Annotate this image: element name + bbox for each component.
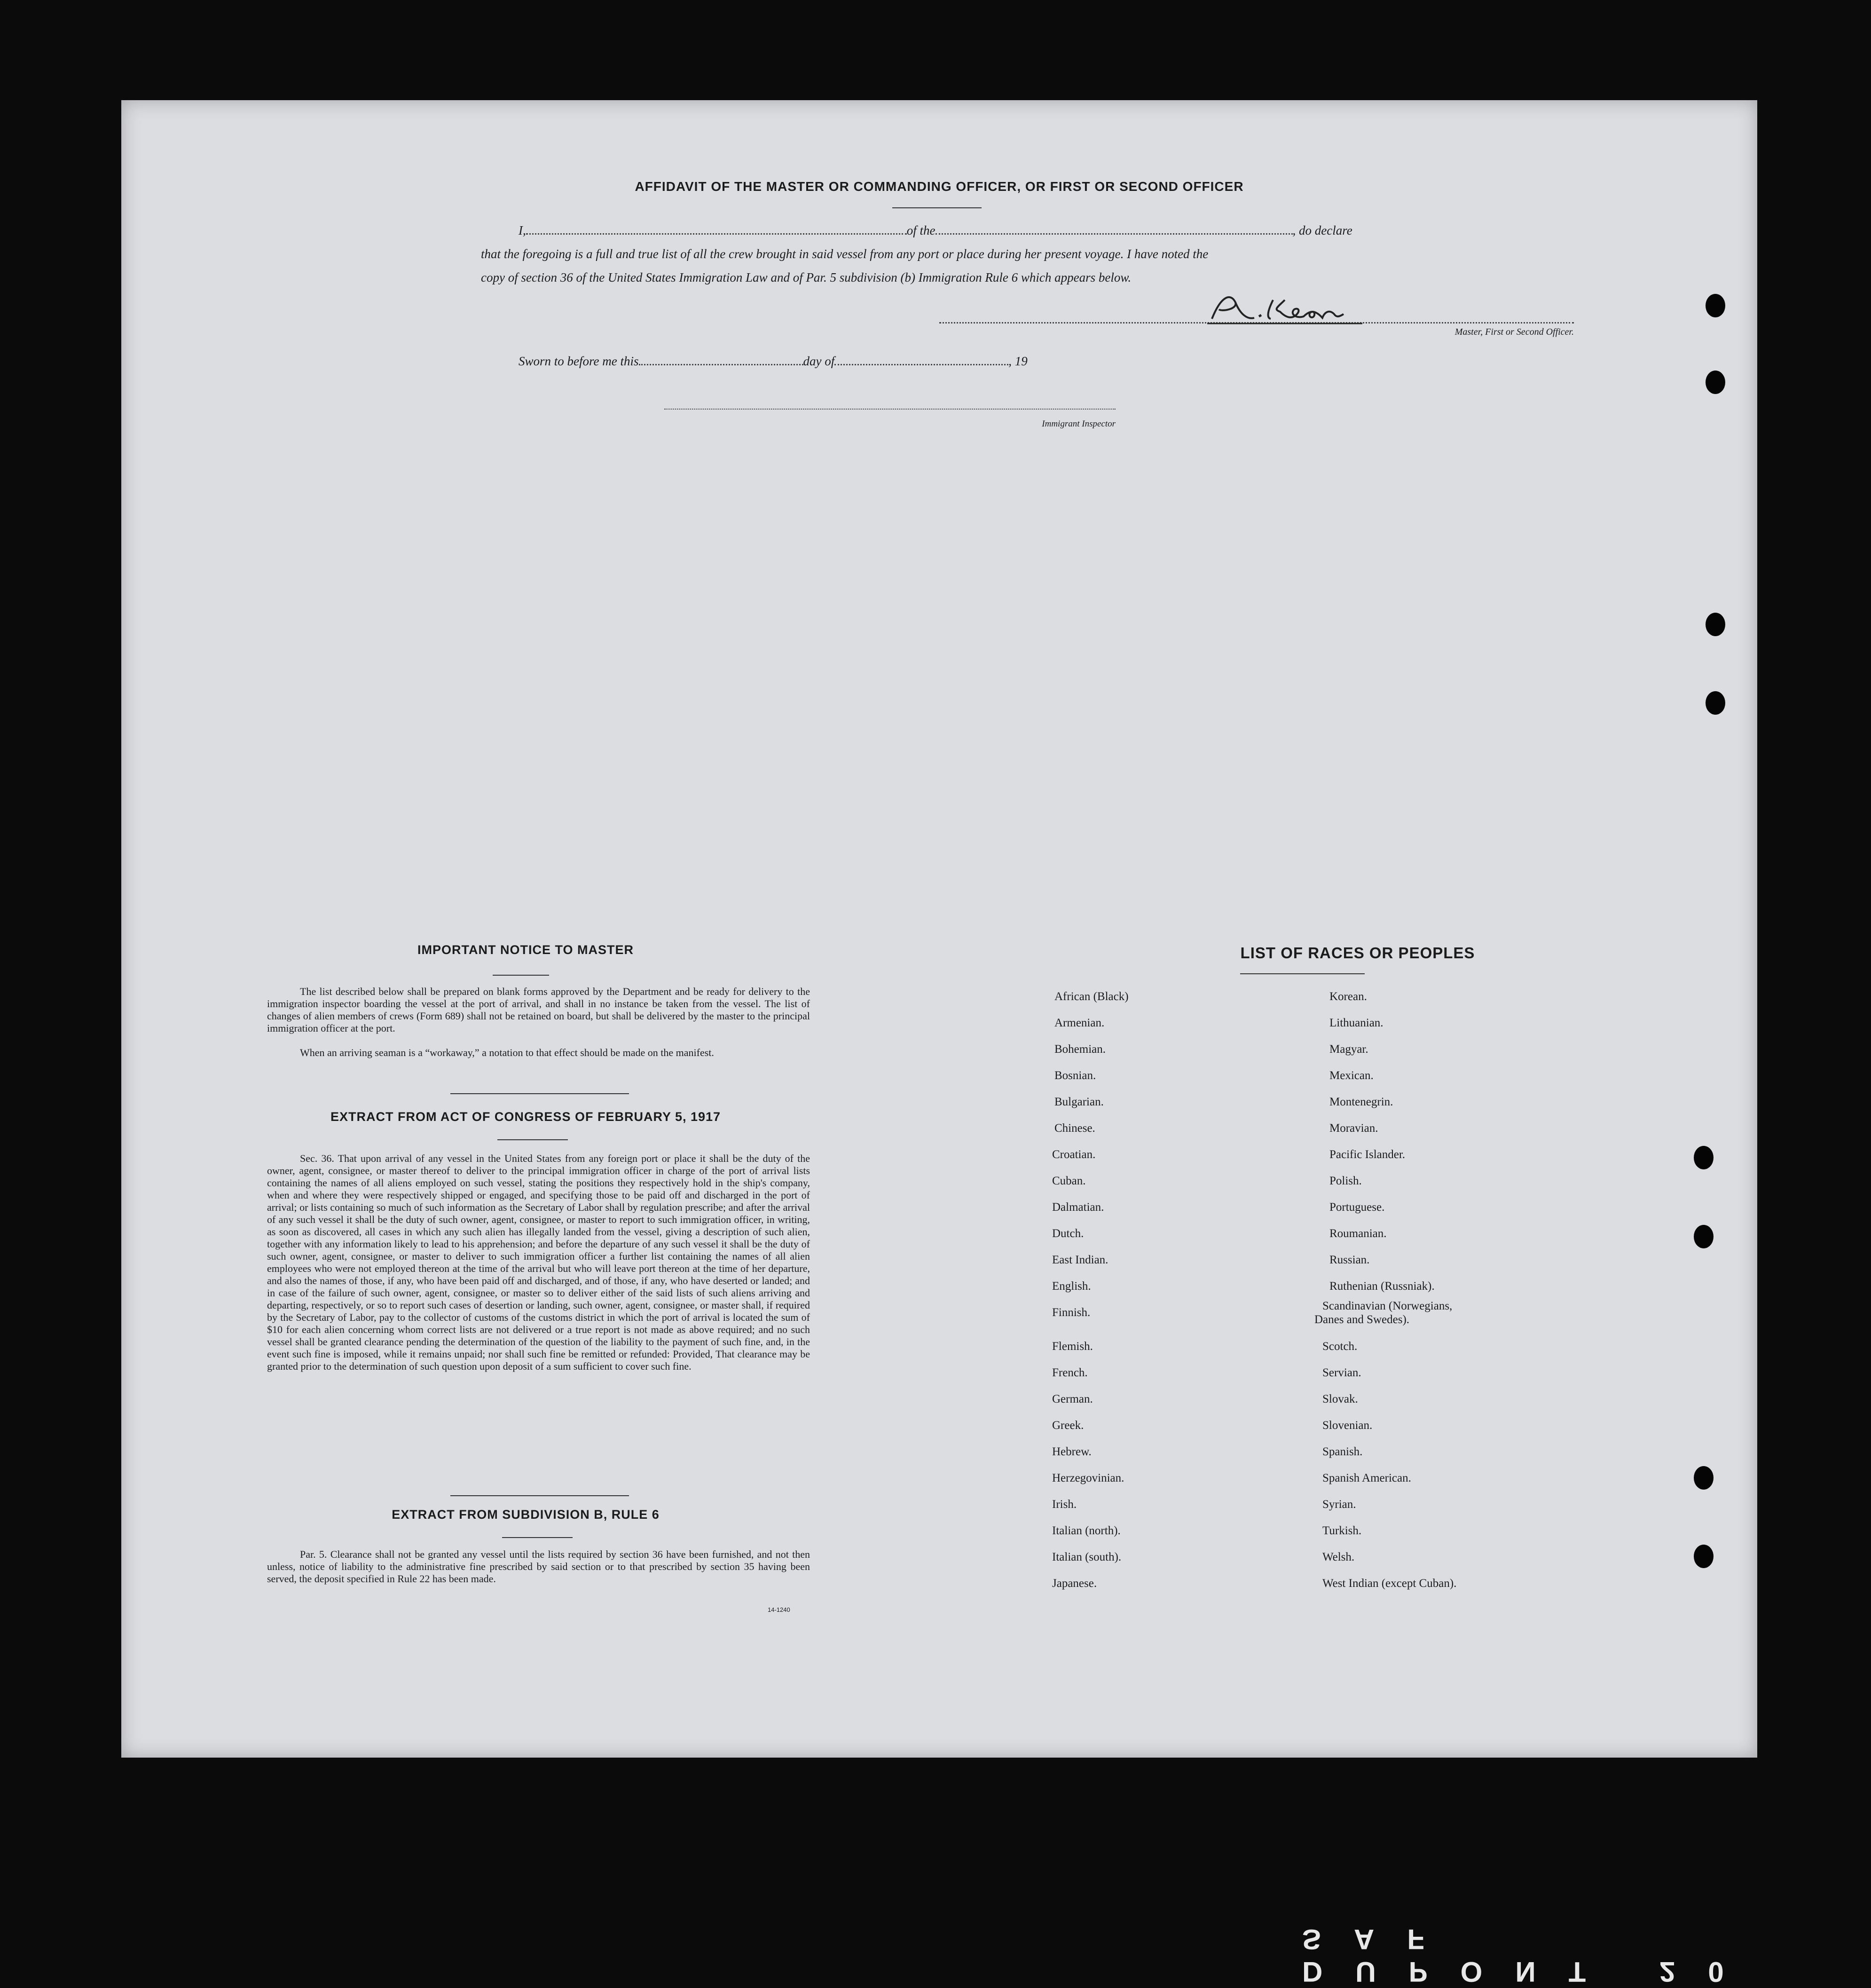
declaration-line-1 — [519, 223, 1572, 238]
declare-label: , do declare — [1292, 223, 1352, 237]
race-item: Scandinavian (Norwegians, — [1322, 1300, 1453, 1312]
document-sheet — [121, 100, 1757, 1758]
race-item: Spanish. — [1322, 1445, 1363, 1458]
race-item: French. — [1052, 1366, 1088, 1379]
binder-hole — [1706, 691, 1725, 715]
race-item: Moravian. — [1329, 1122, 1378, 1135]
race-item: Mexican. — [1329, 1069, 1374, 1082]
of-the-label: of the — [906, 223, 936, 237]
race-item: English. — [1052, 1280, 1091, 1293]
race-item: Bosnian. — [1054, 1069, 1096, 1082]
act-text: Sec. 36. That upon arrival of any vessel in the United States from any foreign port or place it shall be the duty of the owner, agent, consignee, or master thereof to deliver to the principal immigration officer in charge of the port of arrival lists containing the names of all aliens employed on such vessel, stating the positions they respectively hold in the ship's company, when and where they were respectively shipped or engaged, and specifying those to be paid off and discharged in the port of arrival; or lists containing so much of such information as the Secretary of Labor shall by regulation prescribe; and after the arrival of any such vessel it shall be the duty of such owner, agent, consignee, or master to report to such immigration officer, in writing, as soon as discovered, all cases in which any such alien has illegally landed from the vessel, giving a description of such alien, together with any information likely to lead to his apprehension; and before the departure of any such vessel it shall be the duty of such owner, agent, consignee, or master to deliver to such immigration officer a further list containing the names of all alien employees who were not employed thereon at the time of the arrival but who will leave port thereon at the time of her departure, and also the names of those, if any, who have been paid off and discharged, and of those, if any, who have deserted or landed; and in case of the failure of such owner, agent, consignee, or master so to deliver either of the said lists of such aliens arriving and departing, respectively, or so to report such cases of desertion or landing, such owner, agent, consignee, or master shall, if required by the Secretary of Labor, pay to the collector of customs of the customs district in which the port of arrival is located the sum of $10 for each alien concerning whom correct lists are not delivered or a true report is not made as above required; and no such vessel shall be granted clearance pending the determination of the question of the liability to the payment of such fine, and, in the event such fine is imposed, while it remains unpaid; nor shall such fine be remitted or refunded: Provided, That clearance may be granted prior to the determination of such question upon deposit of a sum sufficient to cover such fine. — [267, 1152, 810, 1372]
race-item: Russian. — [1329, 1254, 1370, 1266]
race-item: Dutch. — [1052, 1227, 1084, 1240]
race-item: Japanese. — [1052, 1577, 1097, 1590]
race-item: Armenian. — [1054, 1017, 1105, 1029]
race-item: Syrian. — [1322, 1498, 1356, 1511]
race-item: Bulgarian. — [1054, 1096, 1104, 1108]
title-rule — [892, 207, 982, 208]
sworn-day-field[interactable] — [639, 364, 803, 365]
binder-hole — [1706, 294, 1725, 317]
notice-para-2: When an arriving seaman is a “workaway,” a notation to that effect should be made on the manifest. — [300, 1047, 714, 1058]
race-item: African (Black) — [1054, 990, 1129, 1003]
film-edge-text: DUPONT 20 SAF — [1302, 1924, 1757, 1988]
race-item: Servian. — [1322, 1366, 1361, 1379]
rule-rule — [502, 1537, 573, 1538]
races-rule — [1240, 973, 1365, 974]
binder-hole — [1694, 1146, 1714, 1169]
sworn-month-field[interactable] — [834, 364, 1008, 365]
race-item: Turkish. — [1322, 1524, 1362, 1537]
race-item: Chinese. — [1054, 1122, 1095, 1135]
i-label: I, — [519, 223, 526, 237]
race-item: Pacific Islander. — [1329, 1148, 1406, 1161]
race-item: Dalmatian. — [1052, 1201, 1104, 1214]
binder-hole — [1694, 1225, 1714, 1248]
inspector-line[interactable] — [664, 409, 1116, 410]
act-title: EXTRACT FROM ACT OF CONGRESS OF FEBRUARY 5, 1917 — [330, 1110, 721, 1124]
race-item: Italian (south). — [1052, 1551, 1122, 1563]
race-item: Montenegrin. — [1329, 1096, 1393, 1108]
act-rule — [497, 1139, 568, 1140]
race-item: Lithuanian. — [1329, 1017, 1384, 1029]
affidavit-title: AFFIDAVIT OF THE MASTER OR COMMANDING OFFICER, OR FIRST OR SECOND OFFICER — [635, 179, 1244, 194]
race-item: Ruthenian (Russniak). — [1329, 1280, 1435, 1293]
declaration-line-2: that the foregoing is a full and true list of all the crew brought in said vessel from any port or place during her present voyage. I have noted the — [481, 247, 1209, 261]
race-item: Croatian. — [1052, 1148, 1096, 1161]
race-item: Herzegovinian. — [1052, 1472, 1124, 1484]
rule-text: Par. 5. Clearance shall not be granted any vessel until the lists required by section 36 have been furnished, and not then unless, notice of liability to the administrative fine prescribed by said section or to that prescribed by section 35 having been served, the deposit specified in Rule 22 has been made. — [267, 1548, 810, 1585]
binder-hole — [1694, 1545, 1714, 1568]
race-item: Korean. — [1329, 990, 1367, 1003]
vessel-field[interactable] — [936, 233, 1293, 235]
name-field[interactable] — [526, 233, 907, 235]
notice-title: IMPORTANT NOTICE TO MASTER — [417, 943, 634, 957]
race-item: Cuban. — [1052, 1175, 1086, 1187]
race-item: Greek. — [1052, 1419, 1084, 1432]
race-item: Roumanian. — [1329, 1227, 1387, 1240]
day-of-label: day of — [803, 354, 835, 368]
rule-title: EXTRACT FROM SUBDIVISION B, RULE 6 — [392, 1507, 660, 1522]
binder-hole — [1706, 371, 1725, 394]
binder-hole — [1694, 1466, 1714, 1490]
race-item: German. — [1052, 1393, 1093, 1405]
inspector-label: Immigrant Inspector — [1042, 419, 1116, 429]
race-item: Danes and Swedes). — [1314, 1313, 1410, 1326]
notice-rule — [493, 975, 549, 976]
form-number: 14-1240 — [768, 1606, 790, 1613]
notice-para-1: The list described below shall be prepared on blank forms approved by the Department and be ready for delivery to the immigration inspector boarding the vessel at the port of arrival, and shall in no instance be taken from the vessel. The list of changes of alien members of crews (Form 689) shall not be retained on board, but shall be delivered by the master to the principal immigration officer at the port. — [267, 986, 810, 1034]
race-item: Finnish. — [1052, 1306, 1091, 1319]
sworn-line — [519, 354, 1028, 369]
declaration-line-3: copy of section 36 of the United States Immigration Law and of Par. 5 subdivision (b) Immigration Rule 6 which appears below. — [481, 270, 1132, 284]
race-item: East Indian. — [1052, 1254, 1108, 1266]
race-item: Slovenian. — [1322, 1419, 1373, 1432]
race-item: Portuguese. — [1329, 1201, 1385, 1214]
race-item: Polish. — [1329, 1175, 1362, 1187]
act-divider — [450, 1495, 629, 1496]
binder-hole — [1706, 613, 1725, 636]
race-item: Italian (north). — [1052, 1524, 1121, 1537]
sworn-label: Sworn to before me this — [519, 354, 639, 368]
race-item: Bohemian. — [1054, 1043, 1106, 1056]
race-item: West Indian (except Cuban). — [1322, 1577, 1457, 1590]
race-item: Hebrew. — [1052, 1445, 1092, 1458]
race-item: Irish. — [1052, 1498, 1077, 1511]
signer-label: Master, First or Second Officer. — [1454, 327, 1574, 337]
race-item: Spanish American. — [1322, 1472, 1411, 1484]
signature-image — [1203, 291, 1400, 328]
race-item: Slovak. — [1322, 1393, 1358, 1405]
race-item: Scotch. — [1322, 1340, 1358, 1353]
race-item: Welsh. — [1322, 1551, 1355, 1563]
notice-divider — [450, 1093, 629, 1094]
race-item: Magyar. — [1329, 1043, 1368, 1056]
race-item: Flemish. — [1052, 1340, 1093, 1353]
races-title: LIST OF RACES OR PEOPLES — [1240, 944, 1475, 962]
year-label: , 19 — [1008, 354, 1028, 368]
